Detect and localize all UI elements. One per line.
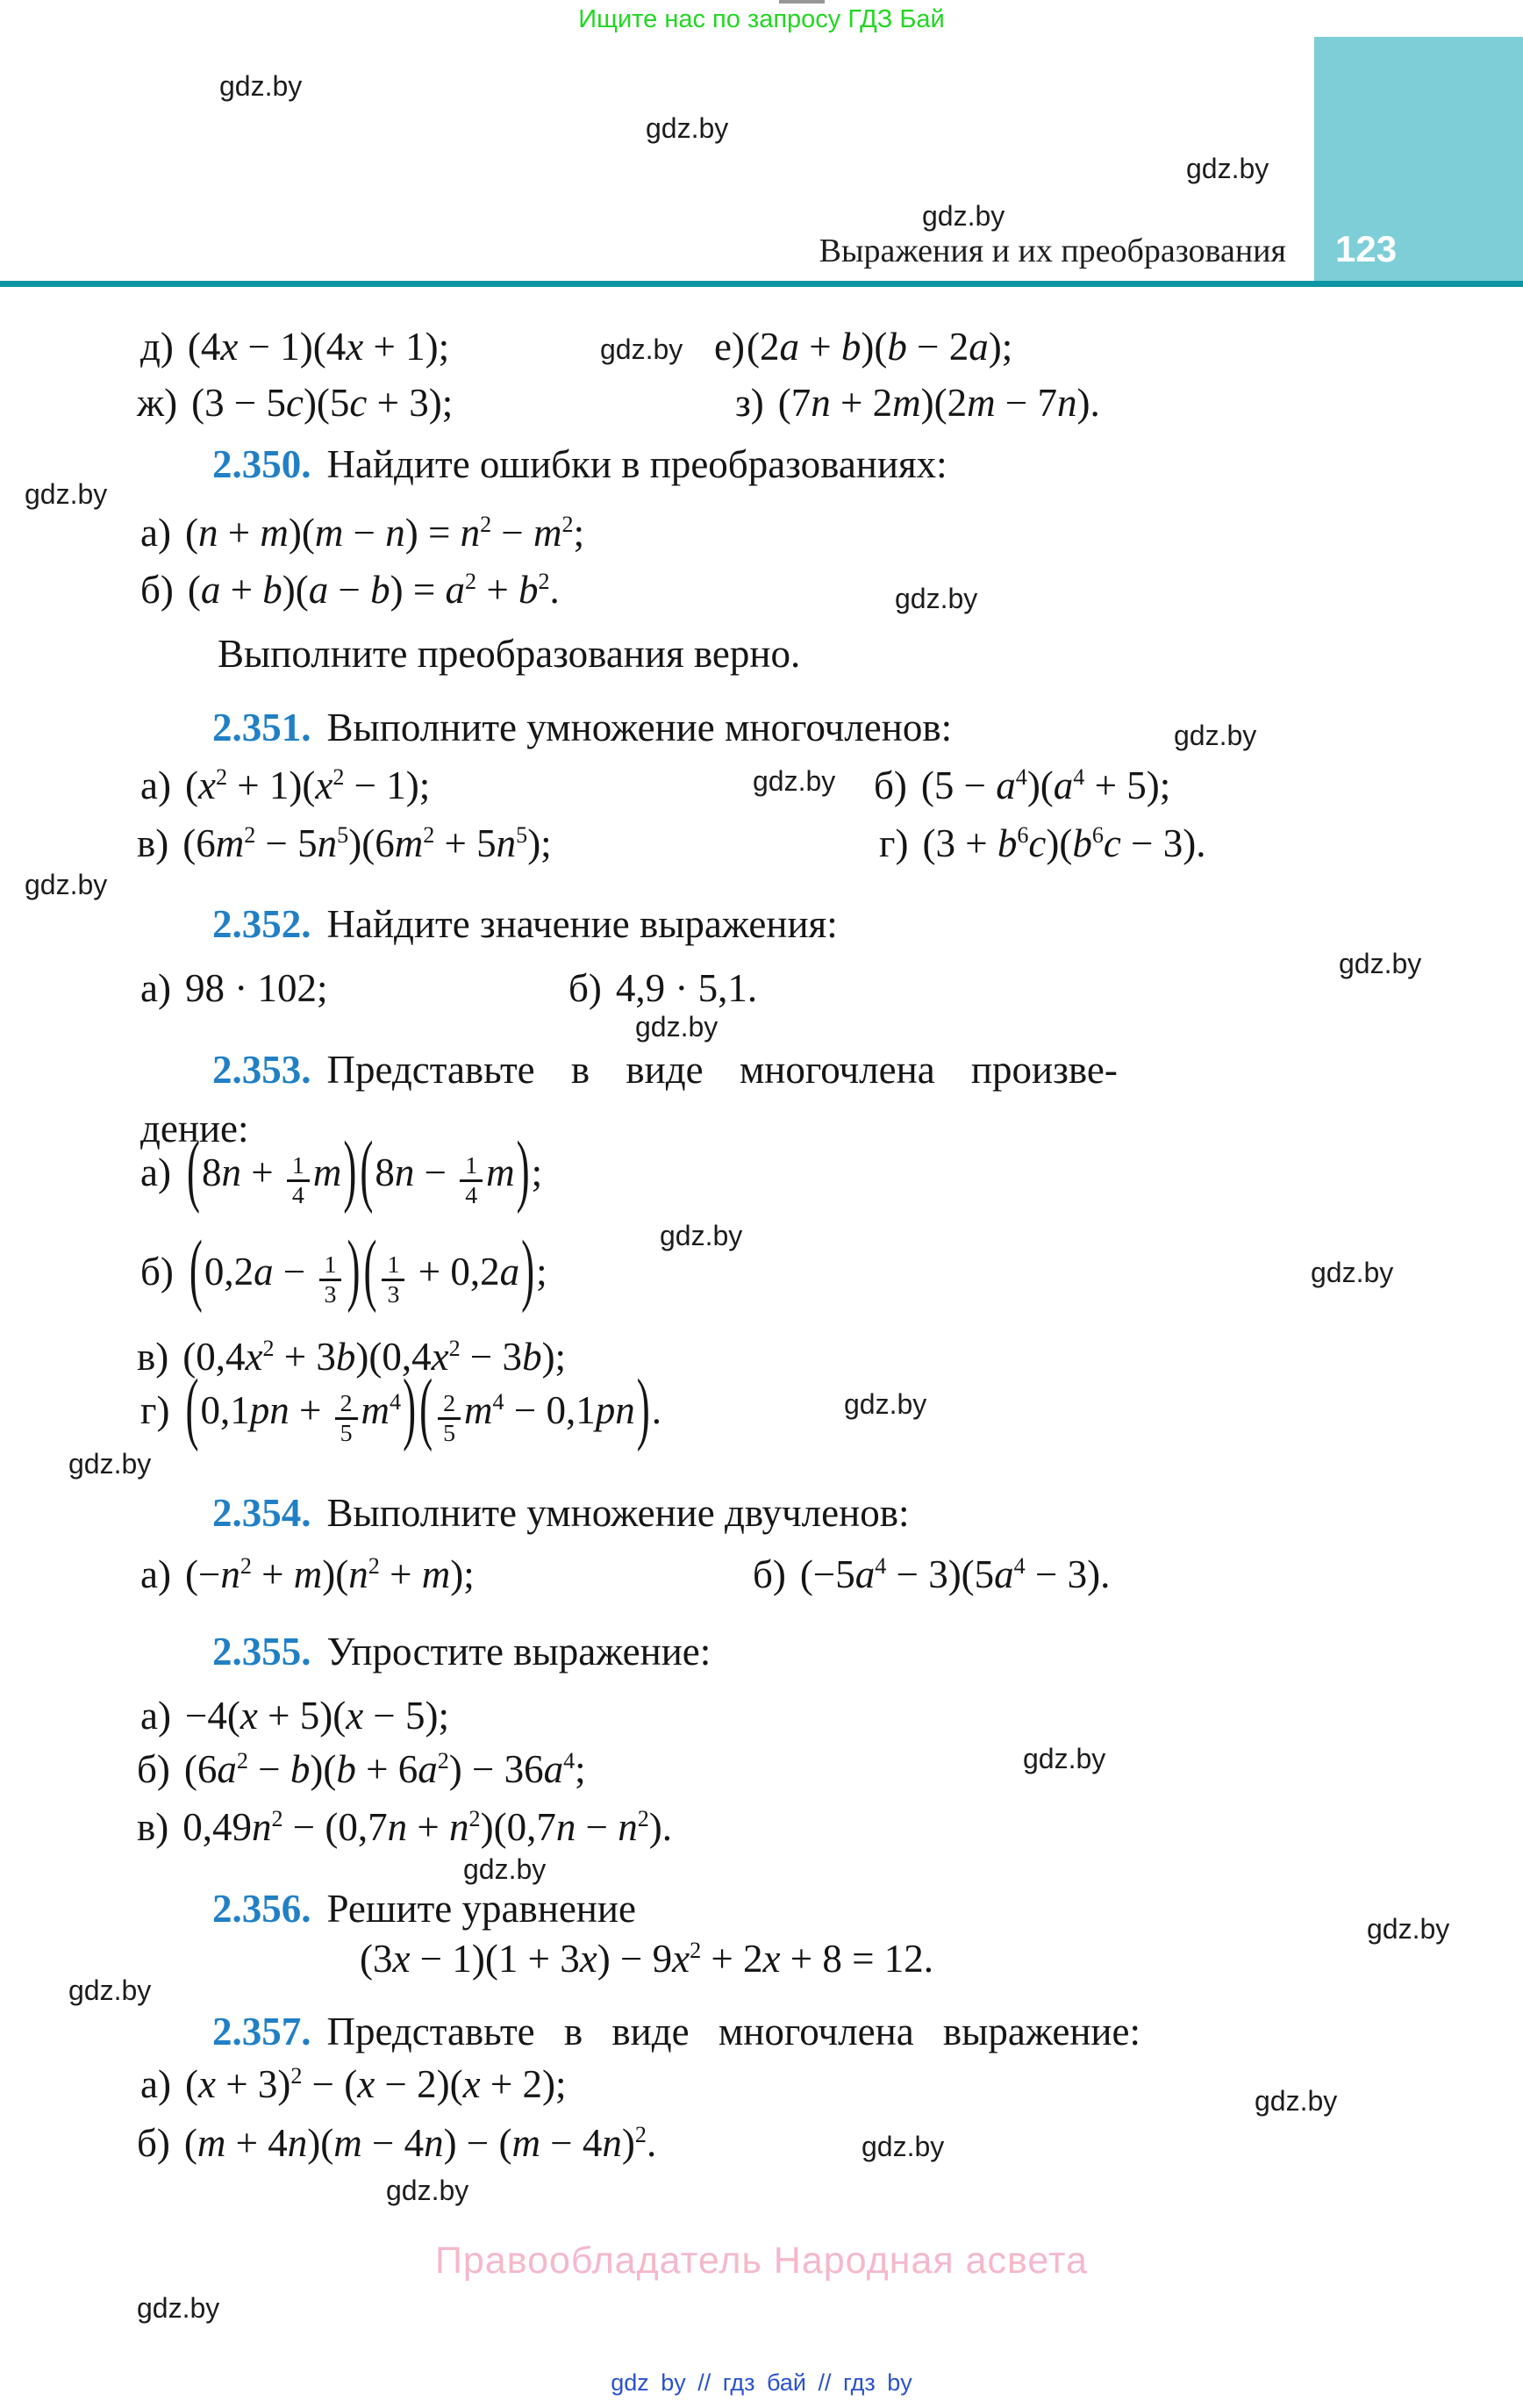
exercise-2357-item-a: [140, 2059, 566, 2111]
exercise-number: 2.356.: [212, 1887, 311, 1931]
exercise-2352-item-b: [568, 963, 757, 1014]
exercise-2354-heading: [212, 1487, 909, 1539]
item-label: г): [879, 821, 909, 865]
exercise-title: Решите уравнение: [326, 1887, 636, 1931]
exercise-2351-item-a: [140, 760, 430, 812]
gdz-watermark: gdz.by: [600, 333, 683, 365]
exercise-title: Выполните умножение двучленов:: [326, 1491, 910, 1535]
exercise-2351-item-g: [879, 818, 1206, 870]
exercise-2350-heading: [212, 439, 947, 491]
exercise-2353-item-b: [140, 1223, 547, 1314]
math-expression: 98 · 102;: [184, 966, 328, 1010]
gdz-watermark: gdz.by: [844, 1388, 927, 1420]
math-expression: $(n + m)(m - n) = n^2 - m^2$;: [184, 511, 585, 555]
item-label: ж): [137, 381, 178, 425]
math-expression: $(x + 3)^2 - (x - 2)(x + 2)$;: [184, 2062, 567, 2106]
exercise-2351-heading: [212, 702, 952, 754]
chapter-header-title: Выражения и их преобразования: [819, 233, 1286, 269]
footer-links[interactable]: gdz by // гдз бай // гдз by: [611, 2369, 912, 2396]
exercise-2354-item-a: [140, 1549, 475, 1601]
gdz-watermark: gdz.by: [137, 2292, 220, 2324]
exercise-2354-item-b: [753, 1549, 1110, 1601]
exercise-2355-item-b: [137, 1744, 586, 1795]
math-expression: (0,2a − $\frac{1}{3}$ )( $\frac{1}{3}$ + 0,2a);: [189, 1223, 547, 1314]
exercise-2350-item-b: [140, 564, 560, 616]
item-label: б): [140, 568, 174, 612]
math-expression: $(a + b)(a - b) = a^2 + b^2$.: [187, 568, 560, 612]
exercise-2355-heading: [212, 1626, 711, 1678]
exercise-2355-item-a: [140, 1690, 449, 1742]
gdz-watermark: gdz.by: [1255, 2085, 1338, 2117]
math-expression: (4x − 1)(4x + 1);: [187, 325, 450, 369]
gdz-watermark: gdz.by: [1339, 948, 1422, 979]
gdz-watermark: gdz.by: [1367, 1913, 1450, 1945]
math-expression: $(6m^2 - 5n^5)(6m^2 + 5n^5)$;: [182, 821, 552, 865]
exercise-title: Найдите значение выражения:: [326, 902, 838, 946]
math-expression: (2a + b)(b − 2a);: [746, 325, 1013, 369]
exercise-title: Представьте в виде многочлена выражение:: [326, 2010, 1140, 2053]
exercise-title: Найдите ошибки в преобразованиях:: [326, 442, 947, 486]
item-label: а): [140, 2062, 171, 2106]
math-expression: $(-n^2 + m)(n^2 + m)$;: [184, 1552, 475, 1596]
exercise-title: Упростите выражение:: [326, 1630, 711, 1673]
math-expression: (7n + 2m)(2m − 7n).: [777, 381, 1100, 425]
exercise-2350-item-a: [140, 507, 584, 559]
gdz-watermark: gdz.by: [25, 478, 108, 510]
gdz-watermark: gdz.by: [1174, 720, 1257, 751]
exercise-title: Выполните умножение многочленов:: [326, 706, 953, 749]
gdz-watermark: gdz.by: [1311, 1257, 1394, 1288]
math-expression: $(3x - 1)(1 + 3x) - 9x^2 + 2x + 8 = 12$.: [360, 1937, 933, 1981]
math-expression: −4(x + 5)(x − 5);: [184, 1694, 450, 1738]
exercise-2355-item-v: [137, 1802, 672, 1853]
item-label: а): [140, 1552, 171, 1596]
exercise-2353-item-v: [137, 1331, 566, 1383]
gdz-watermark: gdz.by: [753, 765, 836, 797]
gdz-watermark: gdz.by: [646, 112, 729, 144]
gdz-watermark: gdz.by: [25, 869, 108, 900]
item-label: е): [714, 325, 745, 369]
exercise-number: 2.352.: [212, 902, 311, 946]
exercise-2352-item-a: [140, 963, 327, 1014]
gdz-watermark: gdz.by: [219, 70, 303, 102]
exercise-title: Представьте в виде многочлена произве-: [326, 1048, 1118, 1092]
math-expression: $0,49n^2 - (0,7n + n^2)(0,7n - n^2)$.: [182, 1805, 673, 1849]
math-expression: $(0,4x^2 + 3b)(0,4x^2 - 3b)$;: [182, 1335, 567, 1379]
gdz-watermark: gdz.by: [635, 1011, 719, 1043]
exercise-number: 2.353.: [212, 1048, 311, 1092]
gdz-watermark: gdz.by: [862, 2131, 945, 2162]
gdz-watermark: gdz.by: [660, 1220, 743, 1251]
exercise-2353-heading-cont: дение:: [140, 1107, 249, 1150]
math-expression: $(x^2 + 1)(x^2 - 1)$;: [184, 763, 431, 807]
item-label: в): [137, 1335, 169, 1379]
math-expression: $(-5a^4 - 3)(5a^4 - 3)$.: [799, 1552, 1111, 1596]
math-expression: $(3 + b^6c)(b^6c - 3)$.: [922, 821, 1206, 865]
item-label: в): [137, 821, 169, 865]
exercise-number: 2.350.: [212, 442, 311, 486]
exercise-number: 2.355.: [212, 1630, 311, 1673]
gdz-watermark: gdz.by: [463, 1853, 547, 1885]
item-label: б): [874, 763, 907, 807]
promo-banner-text: Ищите нас по запросу ГДЗ Бай: [578, 5, 945, 33]
exercise-number: 2.351.: [212, 706, 311, 749]
exercise-2353-item-g: [140, 1362, 661, 1452]
exercise-2351-item-v: [137, 818, 552, 870]
exercise-row-z: [735, 377, 1100, 429]
math-expression: (8n + $\frac{1}{4}$ m)(8n − $\frac{1}{4}$ m);: [186, 1124, 543, 1215]
item-label: а): [140, 763, 171, 807]
item-label: а): [140, 966, 171, 1010]
item-label: б): [137, 1747, 170, 1791]
item-label: д): [140, 325, 174, 369]
math-expression: (3 − 5c)(5c + 3);: [191, 381, 454, 425]
exercise-row-e: [714, 321, 1012, 373]
math-expression: 4,9 · 5,1.: [615, 966, 758, 1010]
exercise-2352-heading: [212, 899, 838, 950]
item-label: г): [140, 1388, 170, 1432]
exercise-2356-heading: [212, 1883, 636, 1935]
exercise-number: 2.357.: [212, 2010, 311, 2053]
gdz-watermark: gdz.by: [1023, 1743, 1106, 1774]
exercise-row-zh: [137, 377, 453, 429]
exercise-2357-heading: [212, 2006, 1140, 2058]
item-label: з): [735, 381, 764, 425]
exercise-2356-equation: [360, 1933, 933, 1985]
item-label: в): [137, 1805, 169, 1849]
exercise-row-d: [140, 321, 449, 373]
gdz-watermark: gdz.by: [922, 200, 1005, 232]
exercise-2350-note: Выполните преобразования верно.: [218, 632, 801, 676]
item-label: б): [568, 966, 602, 1010]
math-expression: $(6a^2 - b)(b + 6a^2) - 36a^4$;: [183, 1747, 586, 1791]
header-rule: [0, 281, 1523, 287]
gdz-watermark: gdz.by: [1186, 153, 1269, 184]
exercise-2357-item-b: [137, 2118, 656, 2169]
footer-copyright: Правообладатель Народная асвета: [434, 2240, 1089, 2282]
item-label: а): [140, 1694, 171, 1738]
math-expression: (0,1pn + $\frac{2}{5}$ $m^4$)( $\frac{2}{5}$ $m^4 - 0,1pn$).: [185, 1362, 661, 1452]
gdz-watermark: gdz.by: [68, 1448, 152, 1480]
page-number-box: [1314, 37, 1523, 281]
gdz-watermark: gdz.by: [895, 583, 978, 614]
exercise-2351-item-b: [874, 760, 1170, 812]
page-number: 123: [1335, 228, 1398, 269]
item-label: а): [140, 511, 171, 555]
item-label: б): [140, 1250, 174, 1294]
scan-artifact-line: [779, 0, 825, 4]
math-expression: $(m + 4n)(m - 4n) - (m - 4n)^2$.: [183, 2121, 657, 2165]
item-label: а): [140, 1150, 171, 1194]
exercise-number: 2.354.: [212, 1491, 311, 1535]
exercise-2353-heading: [212, 1044, 1118, 1096]
gdz-watermark: gdz.by: [68, 1974, 152, 2006]
item-label: б): [753, 1552, 786, 1596]
gdz-watermark: gdz.by: [386, 2175, 469, 2206]
math-expression: $(5 - a^4)(a^4 + 5)$;: [920, 763, 1171, 807]
item-label: б): [137, 2121, 170, 2165]
